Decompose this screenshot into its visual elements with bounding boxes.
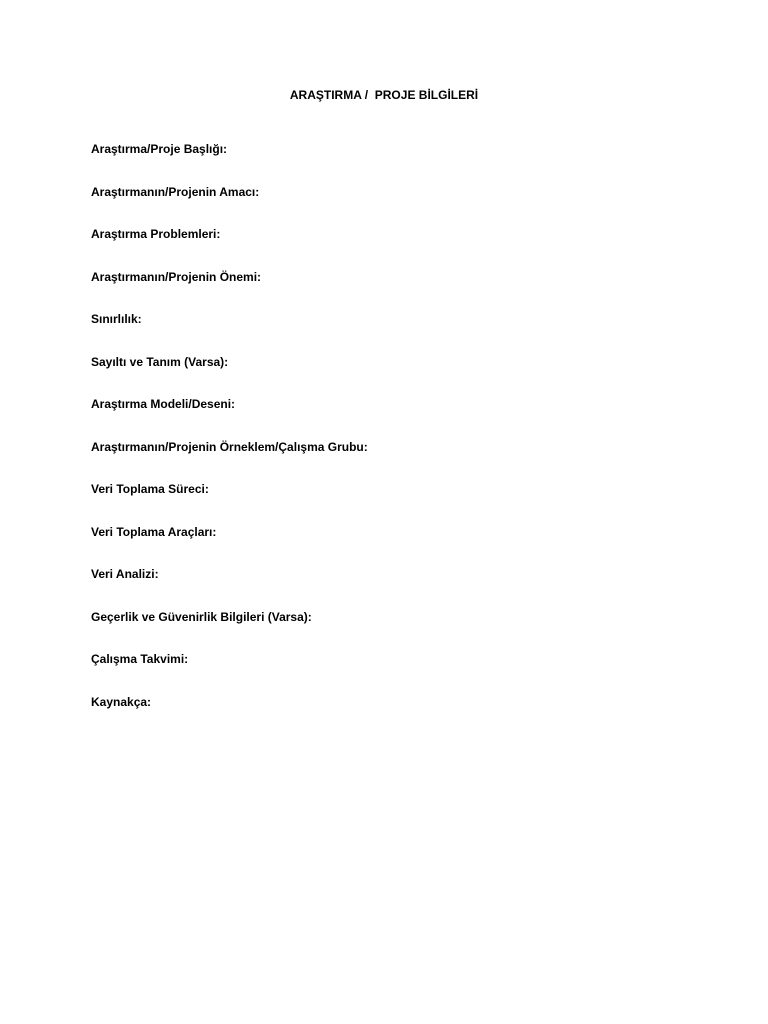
document-title: ARAŞTIRMA / PROJE BİLGİLERİ: [289, 88, 479, 102]
field-label-problems: Araştırma Problemleri:: [91, 227, 221, 241]
field-label-references: Kaynakça:: [91, 694, 152, 709]
field-label-model: Araştırma Modeli/Deseni:: [91, 397, 236, 411]
field-list: [91, 141, 368, 736]
field-label-title: Araştırma/Proje Başlığı:: [91, 142, 228, 156]
field-label-data-collection-tools: Veri Toplama Araçları:: [91, 524, 217, 539]
field-label-sample: Araştırmanın/Projenin Örneklem/Çalışma Grubu:: [91, 439, 368, 454]
field-label-validity-reliability: Geçerlik ve Güvenirlik Bilgileri (Varsa):: [91, 609, 312, 624]
field-label-data-collection-process: Veri Toplama Süreci:: [91, 482, 209, 496]
field-label-schedule: Çalışma Takvimi:: [91, 652, 189, 666]
field-label-purpose: Araştırmanın/Projenin Amacı:: [91, 184, 260, 199]
field-label-limitations: Sınırlılık:: [91, 312, 142, 326]
field-label-assumptions: Sayıltı ve Tanım (Varsa):: [91, 354, 229, 369]
field-label-data-analysis: Veri Analizi:: [91, 567, 159, 581]
field-label-importance: Araştırmanın/Projenin Önemi:: [91, 269, 262, 284]
